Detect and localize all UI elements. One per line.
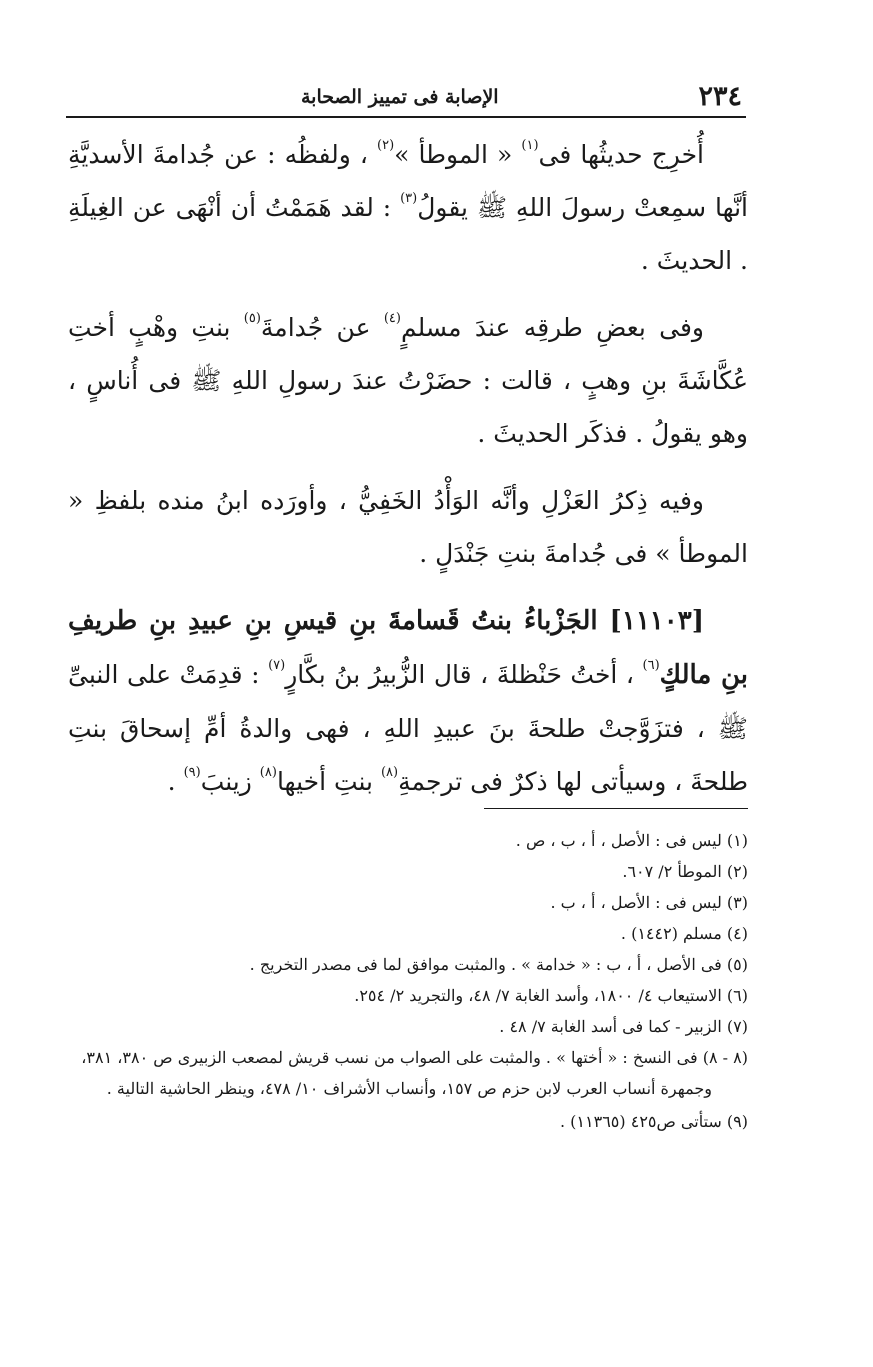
main-text: [68, 128, 748, 822]
entry-11103: [68, 594, 748, 808]
footnote-4: (٤) مسلم (١٤٤٢) .: [620, 924, 748, 943]
text-segment: وفى بعضِ طرقِه عندَ مسلمٍ: [400, 313, 704, 342]
text-segment: زينبَ: [200, 767, 260, 796]
entry-heading: [١١١٠٣] الجَزْباءُ بنتُ قَسامةَ بنِ قيسِ بنِ عبيدِ بنِ طريفِ بنِ مالكٍ: [68, 606, 748, 690]
footnote-ref-5: (٥): [243, 311, 261, 326]
footnote-8: (٨ - ٨) فى النسخ : « أختها » . والمثبت على الصواب من نسب قريش لمصعب الزبيرى ص ٣٨٠، ٣٨١، وجمهرة أنساب العرب لابن حزم ص ١٥٧، وأنساب الأشراف ١٠/ ٤٧٨، وينظر الحاشية التالية .: [81, 1048, 748, 1098]
footnote-ref-8-close: (٨): [259, 765, 277, 780]
footnote-7: (٧) الزبير - كما فى أسد الغابة ٧/ ٤٨ .: [499, 1017, 748, 1036]
page-header: [66, 62, 746, 118]
page-number: ٢٣٤: [698, 81, 742, 112]
footnote-ref-8-open: (٨): [380, 765, 399, 780]
footnotes-list: [58, 825, 748, 1137]
footnote-ref-4: (٤): [383, 311, 401, 326]
text-segment: ، ولفظُه : عن جُدامةَ الأسديَّةِ أنَّها سمِعتْ رسولَ اللهِ ﷺ يقولُ: [68, 140, 748, 222]
footnote-3: (٣) ليس فى : الأصل ، أ ، ب .: [550, 893, 748, 912]
footnote-2: (٢) الموطأ ٢/ ٦٠٧.: [622, 862, 748, 881]
footnote-ref-2: (٢): [377, 138, 395, 153]
footnote-ref-7: (٧): [268, 658, 286, 673]
footnote-1: (١) ليس فى : الأصل ، أ ، ب ، ص .: [515, 831, 748, 850]
footnote-9: (٩) ستأتى ص٤٢٥ (١١٣٦٥) .: [560, 1112, 748, 1131]
text-segment: أُخرِج حديثُها فى: [538, 140, 704, 169]
text-segment: : لقد هَمَمْتُ أن أنْهَى عن الغِيلَةِ . الحديثَ .: [68, 193, 748, 275]
footnote-separator: [484, 808, 748, 809]
text-segment: .: [167, 767, 184, 796]
text-segment: بنتِ أخيها: [276, 767, 381, 796]
running-title: الإصابة فى تمييز الصحابة: [301, 86, 499, 108]
text-segment: بنتِ وهْبٍ أختِ عُكَّاشَةَ بنِ وهبٍ ، قالت : حضَرْتُ عندَ رسولِ اللهِ ﷺ فى أُناسٍ ، وهو يقولُ . فذكَر الحديثَ .: [68, 313, 748, 448]
text-segment: وفيه ذِكرُ العَزْلِ وأنَّه الوَأْدُ الخَفِيُّ ، وأورَده ابنُ منده بلفظِ « الموطأ » فى جُدامةَ بنتِ جَنْدَلٍ .: [68, 486, 748, 568]
footnote-ref-1: (١): [521, 138, 539, 153]
footnote-ref-3: (٣): [400, 191, 418, 206]
footnote-6: (٦) الاستيعاب ٤/ ١٨٠٠، وأسد الغابة ٧/ ٤٨، والتجريد ٢/ ٢٥٤.: [354, 986, 748, 1005]
paragraph-2: [68, 301, 748, 460]
footnote-ref-9: (٩): [183, 765, 201, 780]
footnote-ref-6: (٦): [642, 658, 660, 673]
text-segment: عن جُدامةَ: [260, 313, 384, 342]
paragraph-1: [68, 128, 748, 287]
text-segment: « الموطأ »: [394, 140, 522, 169]
paragraph-3: [68, 474, 748, 580]
text-segment: : قدِمَتْ على النبىِّ ﷺ ، فتزَوَّجتْ طلحةَ بنَ عبيدِ اللهِ ، فهى والدةُ أمِّ إسحاقَ بنتِ طلحةَ ، وسيأتى لها ذكرٌ فى ترجمةِ: [68, 660, 748, 796]
footnote-5: (٥) فى الأصل ، أ ، ب : « خدامة » . والمثبت موافق لما فى مصدر التخريج .: [249, 955, 748, 974]
text-segment: ، أختُ حَنْظلةَ ، قال الزُّبيرُ بنُ بكَّارٍ: [285, 660, 643, 689]
